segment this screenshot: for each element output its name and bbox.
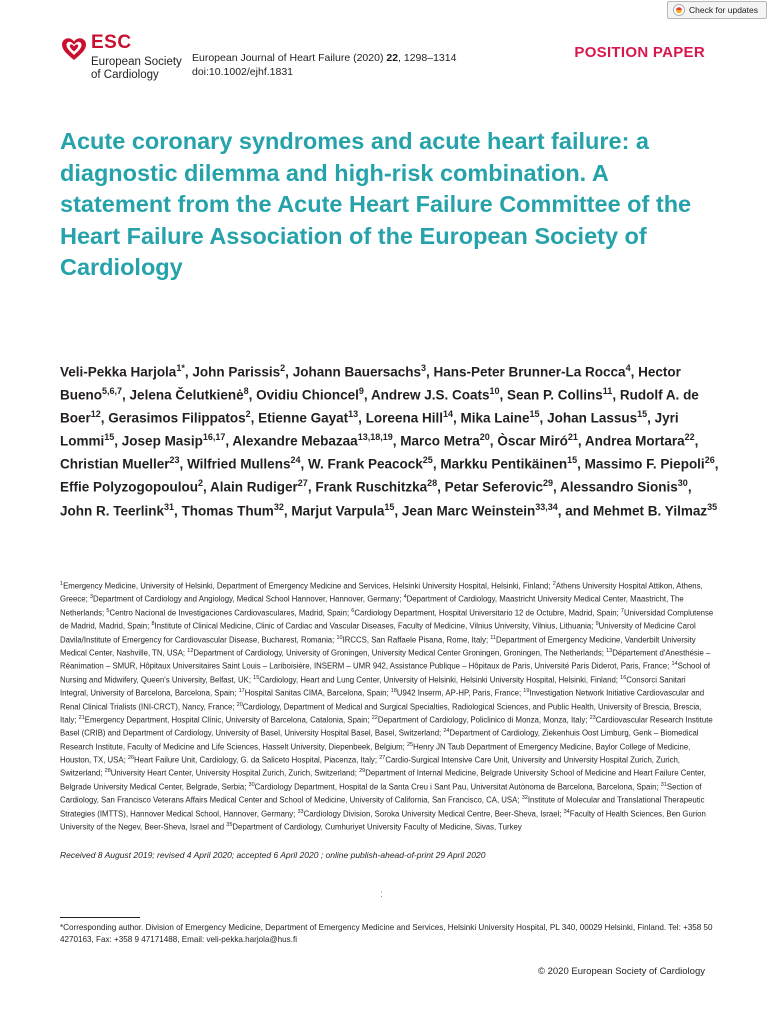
affiliation-text: Investigation Network Initiative Cardiovascular and Renal Clinical Trialists (INI-CRCT), Nancy, France — [60, 688, 705, 712]
author-name: Frank Ruschitzka — [315, 479, 428, 495]
affiliation-number: 30 — [248, 781, 255, 788]
copyright-notice: © 2020 European Society of Cardiology — [537, 966, 705, 977]
affiliation-number: 6 — [351, 607, 355, 614]
author-affiliation-marker: 25 — [422, 455, 433, 466]
author-name: Marjut Varpula — [291, 503, 385, 519]
affiliation-text: Department of Cardiology, Maastricht University Medical Center, Maastricht, The Netherlands — [60, 594, 684, 618]
affiliation-text: U942 Inserm, AP-HP, Paris, France — [396, 688, 519, 698]
author-name: Gerasimos Filippatos — [108, 410, 246, 426]
affiliation-number: 32 — [521, 795, 528, 802]
author-affiliation-marker: 15 — [384, 501, 395, 512]
journal-name: European Journal of Heart Failure (2020) — [192, 52, 387, 64]
corresponding-author-note: *Corresponding author. Division of Emergency Medicine, Department of Emergency Medicine and Services, Helsinki University Hospital, PL 340, 00029 Helsinki, Finland. Tel: +358 50 4270163, Fax: +358 9 47171488, Email: veli-pekka.harjola@hus.fi — [60, 923, 713, 944]
author-affiliation-marker: 5,6,7 — [102, 386, 123, 397]
affiliation-text: Cardiology Division, Soroka University Medical Centre, Beer-Sheva, Israel — [303, 809, 560, 819]
affiliation-text: Department of Cardiology, Policlinico di Monza, Monza, Italy — [377, 715, 586, 725]
author-affiliation-marker: 9 — [358, 386, 364, 397]
affiliation-number: 12 — [187, 647, 194, 654]
affiliation-text: Institute of Molecular and Translational Therapeutic Strategies (IMTTS), Hannover Medical School, Hannover, Germany — [60, 795, 705, 819]
author-name: Alexandre Mebazaa — [232, 433, 358, 449]
author-affiliation-marker: 24 — [290, 455, 301, 466]
affiliation-number: 31 — [660, 781, 667, 788]
author-name: Massimo F. Piepoli — [584, 456, 705, 472]
affiliation-text: Centro Nacional de Investigaciones Cardiovasculares, Madrid, Spain — [109, 608, 347, 618]
author-name: Johann Bauersachs — [292, 364, 421, 380]
journal-pages: , 1298–1314 — [398, 52, 457, 64]
journal-volume: 22 — [386, 52, 399, 64]
author-affiliation-marker: 31 — [164, 501, 175, 512]
author-affiliation-marker: 26 — [704, 455, 715, 466]
author-name: Andrew J.S. Coats — [370, 387, 490, 403]
affiliation-number: 29 — [359, 768, 366, 775]
affiliation-text: University of Medicine Carol Davila/Institute of Emergency for Cardiovascular Disease, Bucharest, Romania — [60, 621, 696, 645]
author-affiliation-marker: 20 — [479, 432, 490, 443]
affiliation-text: Cardiology Department, Hospital de la Santa Creu i Sant Pau, Universitat Autònoma de Barcelona, Barcelona, Spain — [254, 782, 657, 792]
doi-link[interactable]: doi:10.1002/ejhf.1831 — [192, 66, 294, 78]
author-name: John R. Teerlink — [60, 503, 165, 519]
affiliation-text: Consorci Sanitari Integral, University of Barcelona, Barcelona, Spain — [60, 675, 686, 698]
author-affiliation-marker: 23 — [169, 455, 180, 466]
author-name: Christian Mueller — [60, 456, 170, 472]
author-affiliation-marker: 1* — [176, 363, 185, 373]
author-affiliation-marker: 32 — [273, 501, 284, 512]
affiliation-text: Institute of Clinical Medicine, Clinic of Cardiac and Vascular Diseases, Faculty of Medicine, Vilnius University, Vilnius, Lithuania — [154, 621, 592, 631]
author-affiliation-marker: 13,18,19 — [357, 432, 393, 443]
footnote-divider — [60, 917, 140, 918]
logo-line-2: of Cardiology — [91, 69, 159, 81]
author-name: Òscar Miró — [497, 433, 568, 449]
author-name: Hector Bueno — [60, 364, 681, 403]
affiliation-number: 9 — [595, 621, 599, 628]
affiliation-number: 28 — [104, 768, 111, 775]
affiliation-text: IRCCS, San Raffaele Pisana, Rome, Italy — [342, 635, 486, 645]
author-name: Etienne Gayat — [258, 410, 349, 426]
author-affiliation-marker: 12 — [90, 409, 101, 420]
affiliation-text: Department of Cardiology, Ziekenhuis Oost Limburg, Genk – Biomedical Research Institute, Faculty of Medicine and Life Sciences, Hasselt University, Diepenbeek, Belgium — [60, 728, 699, 752]
affiliation-number: 17 — [238, 688, 245, 695]
affiliation-text: Emergency Department, Hospital Clínic, University of Barcelona, Catalonia, Spain — [84, 715, 368, 725]
author-affiliation-marker: 16,17 — [202, 432, 226, 443]
author-name: Alessandro Sionis — [560, 479, 678, 495]
journal-reference — [192, 51, 456, 65]
affiliation-text: Department of Internal Medicine, Belgrade University School of Medicine and Heart Failure Center, Belgrade University Medical Center, Belgrade, Serbia — [60, 769, 706, 792]
author-affiliation-marker: 28 — [427, 478, 438, 489]
affiliation-text: School of Nursing and Midwifery, Queen's University, Belfast, UK — [60, 661, 711, 685]
author-affiliation-marker: 10 — [489, 386, 500, 397]
affiliation-number: 23 — [589, 714, 596, 721]
author-name: Johan Lassus — [547, 410, 638, 426]
affiliation-text: Athens University Hospital Attikon, Athens, Greece — [60, 581, 703, 604]
check-for-updates-button[interactable] — [667, 1, 767, 19]
logo-society-name — [91, 56, 201, 82]
affiliation-number: 33 — [297, 808, 304, 815]
check-updates-icon — [673, 4, 685, 16]
article-title: Acute coronary syndromes and acute heart failure: a diagnostic dilemma and high-risk combination. A statement from the Acute Heart Failure Committee of the Heart Failure Association of the European Society of Cardiology — [60, 128, 692, 281]
author-name: Alain Rudiger — [210, 479, 298, 495]
affiliation-text: Cardiology Department, Hospital Universitario 12 de Octubre, Madrid, Spain — [354, 608, 617, 618]
affiliation-text: Département d'Anesthésie – Réanimation – SMUR, Hôpitaux Universitaires Saint Louis – Lariboisière, INSERM – UMR 942, Assistance Publique – Hôpitaux de Paris, Université Paris Diderot, Paris, France — [60, 648, 711, 671]
affiliation-list: $^1$Emergency Medicine, University of Helsinki, Department of Emergency Medicine and Services, Helsinki University Hospital, Helsinki, Finland; $^2$Athens University Hospital Attikon, Athens, Greece; $^3$Department of Cardiology and Angiology, Medical School Hannover, Hannover, Germany; $^4$Department of Cardiology, Maastricht University Medical Center, Maastricht, The Netherlands; $^5$Centro Nacional de Investigaciones Cardiovasculares, Madrid, Spain; $^6$Cardiology Department, Hospital Universitario 12 de Octubre, Madrid, Spain; $^7$Universidad Complutense de Madrid, Madrid, Spain; $^8$Institute of Clinical Medicine, Clinic of Cardiac and Vascular Diseases, Faculty of Medicine, Vilnius University, Vilnius, Lithuania; $^9$University of Medicine Carol Davila/Institute of Emergency for Cardiovascular Disease, Bucharest, Romania; $^{10}$IRCCS, San Raffaele Pisana, Rome, Italy; $^{11}$Department of Emergency Medicine, Vanderbilt University Medical Center, Nashville, TN, USA; $^{12}$Department of Cardiology, University of Groningen, University Medical Center Groningen, Groningen, The Netherlands; $^{13}$Département d'Anesthésie – Réanimation – SMUR, Hôpitaux Universitaires Saint Louis – Lariboisière, INSERM – UMR 942, Assistance Publique – Hôpitaux de Paris, Université Paris Diderot, Paris, France; $^{14}$School of Nursing and Midwifery, Queen's University, Belfast, UK; $^{15}$Cardiology, Heart and Lung Center, University of Helsinki, Helsinki University Hospital, Helsinki, Finland; $^{16}$Consorci Sanitari Integral, University of Barcelona, Barcelona, Spain; $^{17}$Hospital Sanitas CIMA, Barcelona, Spain; $^{18}$U942 Inserm, AP-HP, Paris, France; $^{19}$Investigation Network Initiative Cardiovascular and Renal Clinical Trialists (INI-CRCT), Nancy, France; $^{20}$Cardiology, Department of Medical and Surgical Specialties, Radiological Sciences, and Public Health, University of Brescia, Brescia, Italy; $^{21}$Emergency Department, Hospital Clínic, University of Barcelona, Catalonia, Spain; $^{22}$Department of Cardiology, Policlinico di Monza, Monza, Italy; $^{23}$Cardiovascular Research Institute Basel (CRIB) and Department of Cardiology, University of Basel, University Hospital Basel, Basel, Switzerland; $^{24}$Department of Cardiology, Ziekenhuis Oost Limburg, Genk – Biomedical Research Institute, Faculty of Medicine and Life Sciences, Hasselt University, Diepenbeek, Belgium; $^{25}$Henry JN Taub Department of Emergency Medicine, Baylor College of Medicine, Houston, TX, USA; $^{26}$Heart Failure Unit, Cardiology, G. da Saliceto Hospital, Piacenza, Italy; $^{27}$Cardio-Surgical Intensive Care Unit, University and University Hospital Zurich, Zurich, Switzerland; $^{28}$University Heart Center, University Hospital Zurich, Zurich, Switzerland; $^{29}$Department of Internal Medicine, Belgrade University School of Medicine and Heart Failure Center, Belgrade University Medical Center, Belgrade, Serbia; $^{30}$Cardiology Department, Hospital de la Santa Creu i Sant Pau, Universitat Autònoma de Barcelona, Barcelona, Spain; $^{31}$Section of Cardiology, San Francisco Veterans Affairs Medical Center and School of Medicine, University of California, San Francisco, CA, USA; $^{32}$Institute of Molecular and Translational Therapeutic Strategies (IMTTS), Hannover Medical School, Hannover, Germany; $^{33}$Cardiology Division, Soroka University Medical Centre, Beer-Sheva, Israel; $^{34}$Faculty of Health Sciences, Ben Gurion University of the Negev, Beer-Sheva, Israel and $^{35}$Department of Cardiology, Cumhuriyet University Faculty of Medicine, Sivas, Turkey — [60, 581, 714, 832]
author-name: W. Frank Peacock — [307, 456, 423, 472]
author-name: Hans-Peter Brunner-La Rocca — [433, 364, 626, 380]
author-affiliation-marker: 14 — [442, 409, 453, 420]
author-affiliation-marker: 27 — [297, 478, 308, 489]
author-affiliation-marker: 21 — [567, 432, 578, 443]
author-name: Sean P. Collins — [507, 387, 603, 403]
author-affiliation-marker: 30 — [677, 478, 688, 489]
affiliation-text: Henry JN Taub Department of Emergency Medicine, Baylor College of Medicine, Houston, TX, USA — [60, 742, 691, 765]
affiliation-text: Cardiovascular Research Institute Basel (CRIB) and Department of Cardiology, University of Basel, University Hospital Basel, Basel, Switzerland — [60, 715, 713, 738]
author-name: Loreena Hill — [365, 410, 443, 426]
author-affiliation-marker: 4 — [625, 363, 631, 373]
affiliation-number: 14 — [671, 661, 678, 668]
affiliation-number: 26 — [127, 755, 135, 762]
affiliation-text: Cardiology, Department of Medical and Surgical Specialties, Radiological Sciences, and Public Health, University of Brescia, Brescia, Italy — [60, 702, 702, 725]
author-affiliation-marker: 15 — [637, 409, 648, 420]
logo-acronym: ESC — [91, 32, 132, 53]
author-affiliation-marker: 15 — [567, 455, 578, 466]
affiliation-text: Universidad Complutense de Madrid, Madrid, Spain — [60, 608, 714, 631]
author-name: Markku Pentikäinen — [440, 456, 568, 472]
affiliation-text: Department of Cardiology, Cumhuriyet University Faculty of Medicine, Sivas, Turkey — [232, 822, 522, 832]
author-name: Veli-Pekka Harjola — [60, 364, 177, 380]
author-name: Andrea Mortara — [584, 433, 685, 449]
affiliation-number: 13 — [606, 647, 613, 654]
author-name: Effie Polyzogopoulou — [60, 479, 198, 495]
affiliation-text: Cardiology, Heart and Lung Center, University of Helsinki, Helsinki University Hospital, Helsinki, Finland — [259, 675, 616, 685]
affiliation-text: Cardio-Surgical Intensive Care Unit, University and University Hospital Zurich, Zurich, Switzerland — [60, 755, 680, 779]
affiliation-number: 24 — [443, 728, 450, 735]
affiliation-number: 4 — [403, 594, 407, 601]
author-name: Wilfried Mullens — [187, 456, 291, 472]
author-name: Jean Marc Weinstein — [401, 503, 536, 519]
check-updates-label: Check for updates — [689, 5, 758, 15]
author-affiliation-marker: 2 — [198, 478, 204, 489]
author-affiliation-marker: 8 — [243, 386, 249, 397]
affiliation-number: 11 — [490, 634, 496, 641]
author-name: Mika Laine — [460, 410, 530, 426]
author-affiliation-marker: 3 — [420, 363, 426, 373]
author-affiliation-marker: 33,34 — [535, 501, 558, 512]
affiliation-number: 15 — [253, 674, 260, 681]
esc-heart-logo-icon — [60, 35, 88, 63]
author-name: Mehmet B. Yilmaz — [593, 503, 708, 519]
affiliation-number: 20 — [236, 701, 243, 708]
affiliation-number: 27 — [379, 755, 386, 762]
author-affiliation-marker: 29 — [542, 478, 553, 489]
affiliation-number: 1 — [60, 581, 64, 587]
author-name: Jyri Lommi — [60, 410, 679, 449]
journal-citation — [192, 51, 456, 79]
author-affiliation-marker: 11 — [602, 386, 613, 397]
affiliation-number: 21 — [78, 714, 85, 721]
affiliation-text: Hospital Sanitas CIMA, Barcelona, Spain — [244, 688, 387, 698]
affiliation-number: 8 — [151, 621, 155, 628]
author-affiliation-marker: 35 — [707, 501, 718, 512]
author-affiliation-marker: 15 — [104, 432, 115, 443]
affiliation-number: 5 — [106, 607, 110, 614]
logo-line-1: European Society — [91, 56, 182, 68]
affiliation-text: Department of Cardiology, University of Groningen, University Medical Center Groningen, Groningen, The Netherlands — [193, 648, 602, 658]
affiliation-text: Department of Emergency Medicine, Vanderbilt University Medical Center, Nashville, TN, USA — [60, 635, 696, 658]
affiliation-number: 2 — [552, 581, 556, 587]
author-name: Josep Masip — [121, 433, 203, 449]
author-affiliation-marker: 2 — [245, 409, 251, 420]
author-name: Ovidiu Chioncel — [256, 387, 359, 403]
affiliation-number: 22 — [371, 714, 378, 721]
publication-dates: Received 8 August 2019; revised 4 April 2020; accepted 6 April 2020 ; online publish-ahead-of-print 29 April 2020 — [60, 850, 486, 860]
affiliation-text: Emergency Medicine, University of Helsinki, Department of Emergency Medicine and Services, Helsinki University Hospital, Helsinki, Finland — [63, 581, 549, 591]
author-name: Thomas Thum — [181, 503, 274, 519]
author-affiliation-marker: 13 — [348, 409, 359, 420]
affiliation-text: Department of Cardiology and Angiology, Medical School Hannover, Hannover, Germany — [92, 594, 400, 604]
author-name: Jelena Čelutkienė — [129, 387, 244, 403]
affiliation-number: 3 — [89, 594, 93, 601]
affiliation-text: University Heart Center, University Hospital Zurich, Zurich, Switzerland — [110, 769, 355, 779]
affiliation-number: 34 — [563, 808, 570, 815]
author-affiliation-marker: 2 — [280, 363, 286, 373]
author-list: Veli-Pekka Harjola$^{1*}$, John Parissis$^2$, Johann Bauersachs$^3$, Hans-Peter Brunner-La Rocca$^4$, Hector Bueno$^{5,6,7}$, Jelena Čelutkienė$^8$, Ovidiu Chioncel$^9$, Andrew J.S. Coats$^{10}$, Sean P. Collins$^{11}$, Rudolf A. de Boer$^{12}$, Gerasimos Filippatos$^2$, Etienne Gayat$^{13}$, Loreena Hill$^{14}$, Mika Laine$^{15}$, Johan Lassus$^{15}$, Jyri Lommi$^{15}$, Josep Masip$^{16,17}$, Alexandre Mebazaa$^{13,18,19}$, Marco Metra$^{20}$, Òscar Miró$^{21}$, Andrea Mortara$^{22}$, Christian Mueller$^{23}$, Wilfried Mullens$^{24}$, W. Frank Peacock$^{25}$, Markku Pentikäinen$^{15}$, Massimo F. Piepoli$^{26}$, Effie Polyzogopoulou$^2$, Alain Rudiger$^{27}$, Frank Ruschitzka$^{28}$, Petar Seferovic$^{29}$, Alessandro Sionis$^{30}$, John R. Teerlink$^{31}$, Thomas Thum$^{32}$, Marjut Varpula$^{15}$, Jean Marc Weinstein$^{33,34}$, and Mehmet B. Yilmaz$^{35}$ — [60, 363, 719, 519]
affiliation-text: Section of Cardiology, San Francisco Veterans Affairs Medical Center and School of Medicine, University of California, San Francisco, CA, USA — [60, 782, 702, 805]
author-name: Marco Metra — [400, 433, 480, 449]
affiliation-number: 7 — [620, 607, 624, 614]
article-type-label: POSITION PAPER — [574, 44, 705, 61]
affiliation-number: 19 — [523, 688, 530, 695]
affiliation-text: Faculty of Health Sciences, Ben Gurion University of the Negev, Beer-Sheva, Israel — [60, 809, 706, 832]
affiliation-number: 16 — [620, 674, 627, 681]
affiliation-number: 10 — [336, 634, 343, 641]
author-name: John Parissis — [192, 364, 281, 380]
affiliation-number: 25 — [407, 741, 414, 748]
author-name: Petar Seferovic — [444, 479, 543, 495]
affiliation-number: 35 — [226, 822, 233, 829]
author-affiliation-marker: 15 — [529, 409, 540, 420]
author-name: Rudolf A. de Boer — [60, 387, 699, 426]
affiliation-text: Heart Failure Unit, Cardiology, G. da Saliceto Hospital, Piacenza, Italy — [134, 755, 375, 765]
center-mark: : — [380, 889, 383, 900]
affiliation-number: 18 — [390, 688, 397, 695]
author-affiliation-marker: 22 — [684, 432, 695, 443]
